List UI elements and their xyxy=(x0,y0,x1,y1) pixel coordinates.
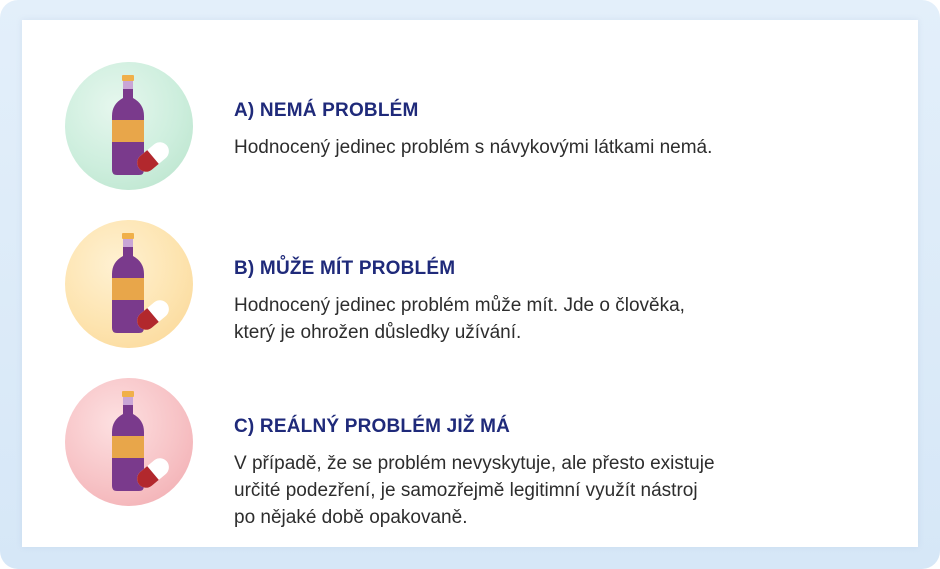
category-item-b xyxy=(22,220,918,360)
description-line: určité podezření, je samozřejmě legitimní využít nástroj xyxy=(234,480,698,501)
bottle-pill-icon xyxy=(65,220,193,348)
category-item-c xyxy=(22,378,918,528)
bottle-pill-icon xyxy=(65,378,193,506)
item-description xyxy=(234,450,874,531)
item-title: C) REÁLNÝ PROBLÉM JIŽ MÁ xyxy=(234,416,511,437)
description-line: po nějaké době opakovaně. xyxy=(234,507,468,528)
content-card xyxy=(22,20,918,547)
item-title: B) MŮŽE MÍT PROBLÉM xyxy=(234,258,456,279)
description-line: V případě, že se problém nevyskytuje, ale přesto existuje xyxy=(234,453,715,474)
category-item-a xyxy=(22,62,918,202)
item-description xyxy=(234,292,874,346)
item-title: A) NEMÁ PROBLÉM xyxy=(234,100,419,121)
bottle-pill-icon xyxy=(65,62,193,190)
description-line: který je ohrožen důsledky užívání. xyxy=(234,322,522,343)
icon-circle-green xyxy=(65,62,193,190)
icon-circle-red xyxy=(65,378,193,506)
icon-circle-yellow xyxy=(65,220,193,348)
description-line: Hodnocený jedinec problém může mít. Jde o člověka, xyxy=(234,295,685,316)
item-description xyxy=(234,134,874,161)
description-line: Hodnocený jedinec problém s návykovými látkami nemá. xyxy=(234,137,713,158)
